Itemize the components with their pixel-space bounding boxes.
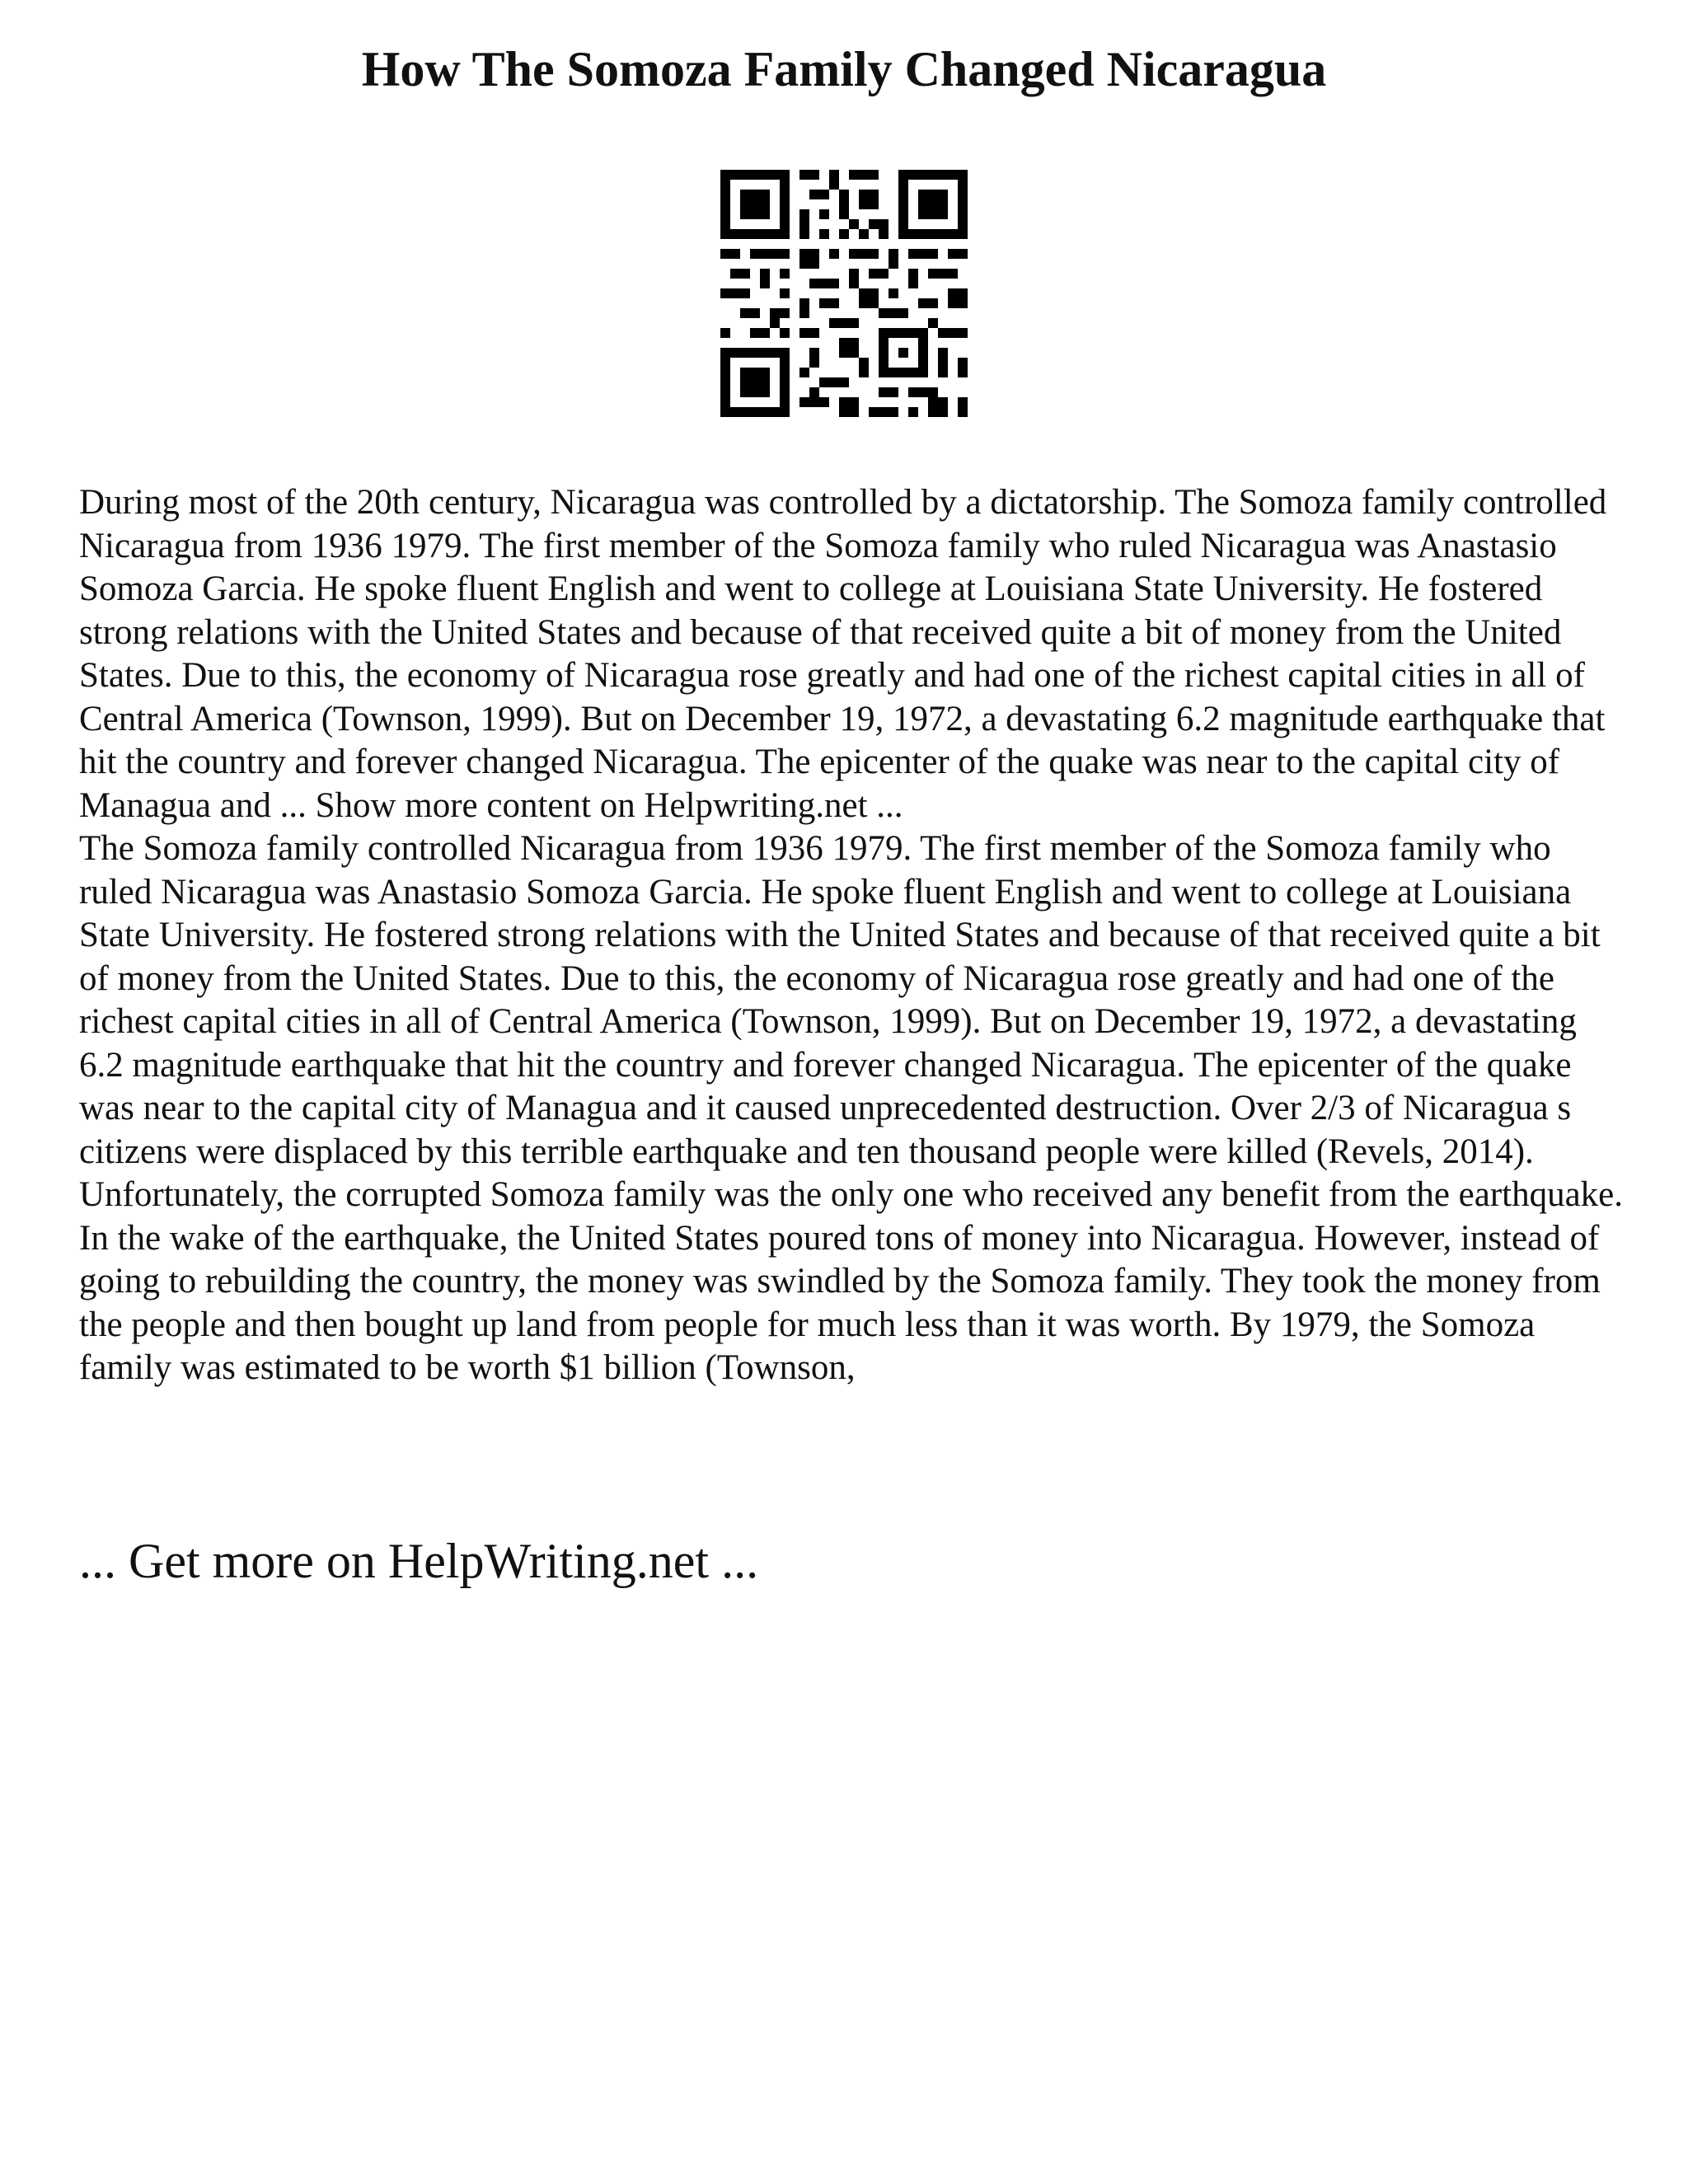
- paragraph-2: The Somoza family controlled Nicaragua from 1936 1979. The first member of the Somoza family who ruled Nicaragua was Anastasio Somoza Garcia. He spoke fluent English and went to college at Louisiana State University. He fostered strong relations with the United States and because of that received quite a bit of money from the United States. Due to this, the economy of Nicaragua rose greatly and had one of the richest capital cities in all of Central America (Townson, 1999). But on December 19, 1972, a devastating 6.2 magnitude earthquake that hit the country and forever changed Nicaragua. The epicenter of the quake was near to the capital city of Managua and it caused unprecedented destruction. Over 2/3 of Nicaragua s citizens were displaced by this terrible earthquake and ten thousand people were killed (Revels, 2014).: [79, 829, 1601, 1171]
- article-body: [79, 481, 1629, 1390]
- page-title: How The Somoza Family Changed Nicaragua: [361, 42, 1327, 96]
- paragraph-1: During most of the 20th century, Nicaragua was controlled by a dictatorship. The Somoza family controlled Nicaragua from 1936 1979. The first member of the Somoza family who ruled Nicaragua was Anastasio Somoza Garcia. He spoke fluent English and went to college at Louisiana State University. He fostered strong relations with the United States and because of that received quite a bit of money from the United States. Due to this, the economy of Nicaragua rose greatly and had one of the richest capital cities in all of Central America (Townson, 1999). But on December 19, 1972, a devastating 6.2 magnitude earthquake that hit the country and forever changed Nicaragua. The epicenter of the quake was near to the capital city of Managua and ... Show more content on Helpwriting.net ...: [79, 483, 1607, 825]
- paragraph-3: Unfortunately, the corrupted Somoza family was the only one who received any benefit from the earthquake. In the wake of the earthquake, the United States poured tons of money into Nicaragua. However, instead of going to rebuilding the country, the money was swindled by the Somoza family. They took the money from the people and then bought up land from people for much less than it was worth. By 1979, the Somoza family was estimated to be worth $1 billion (Townson,: [79, 1175, 1624, 1387]
- get-more-link[interactable]: ... Get more on HelpWriting.net ...: [79, 1534, 759, 1588]
- qr-code-icon: [720, 170, 968, 417]
